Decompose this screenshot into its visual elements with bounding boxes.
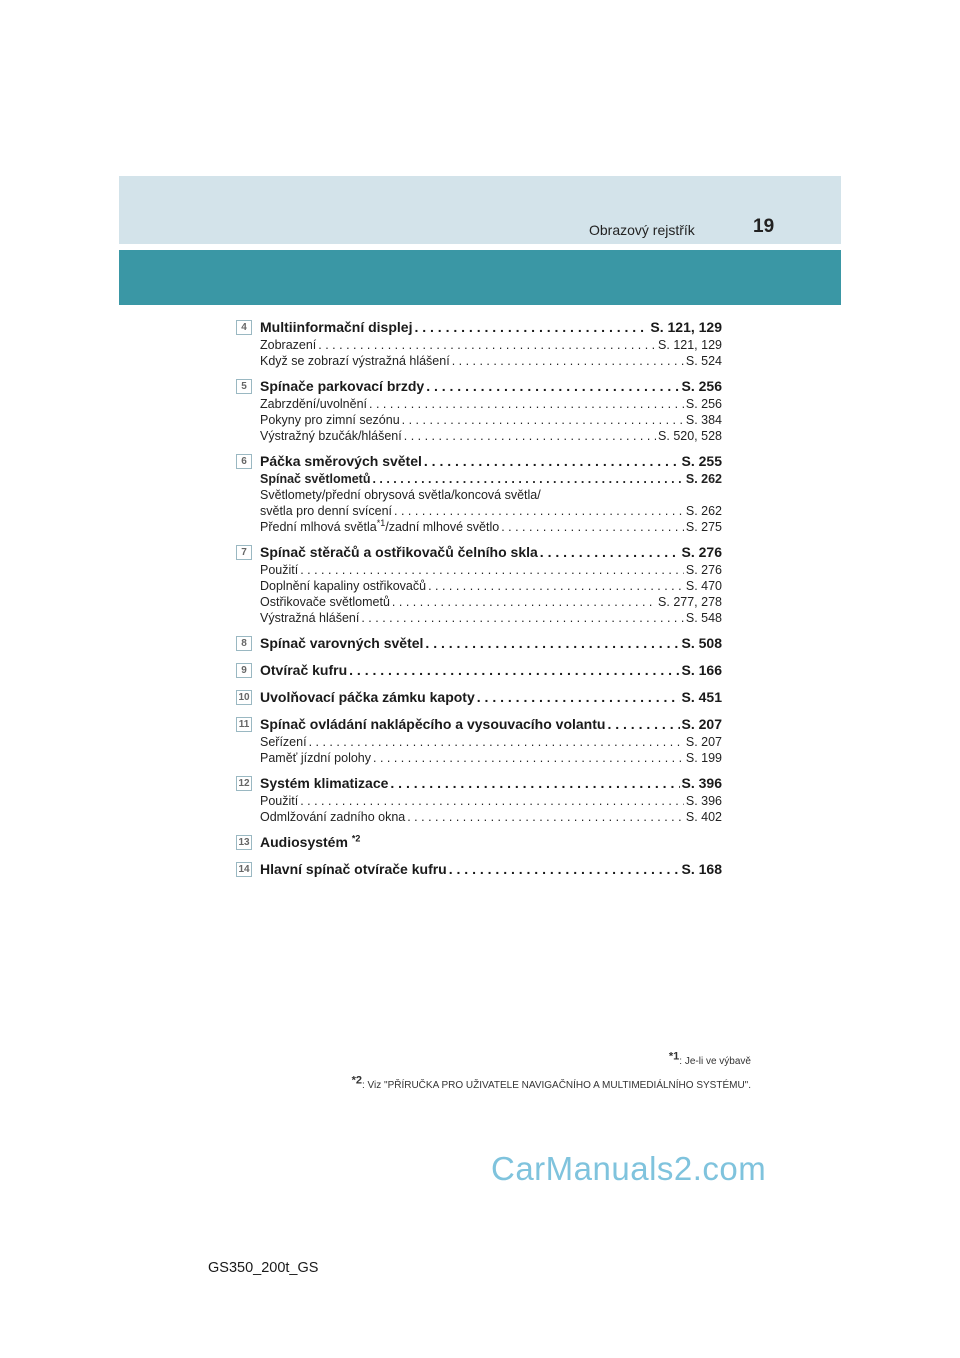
- sub-entry[interactable]: Doplnění kapaliny ostřikovačů: [260, 579, 427, 593]
- index-entry: [236, 715, 722, 766]
- entry-page-ref[interactable]: S. 451: [681, 689, 722, 705]
- sub-entry[interactable]: Seřízení: [260, 735, 307, 749]
- entry-title[interactable]: Uvolňovací páčka zámku kapoty: [260, 689, 475, 705]
- sub-entry[interactable]: světla pro denní svícení: [260, 504, 393, 518]
- entry-title[interactable]: Audiosystém: [260, 834, 348, 850]
- entry-title[interactable]: Spínač varovných světel: [260, 635, 424, 651]
- sub-entry[interactable]: Výstražná hlášení: [260, 611, 360, 625]
- entry-title[interactable]: Hlavní spínač otvírače kufru: [260, 861, 447, 877]
- entry-page-ref[interactable]: S. 168: [681, 861, 722, 877]
- entry-number-badge: 6: [236, 454, 252, 469]
- entry-title[interactable]: Spínač ovládání naklápěcího a vysouvacího volantu: [260, 716, 606, 732]
- entry-page-ref[interactable]: S. 508: [681, 635, 722, 651]
- header-band-light: [119, 176, 841, 244]
- entry-title[interactable]: Otvírač kufru: [260, 662, 348, 678]
- entry-number-badge: 4: [236, 320, 252, 335]
- sub-page-ref[interactable]: S. 548: [685, 611, 722, 625]
- index-entry: [236, 318, 722, 369]
- sub-entry[interactable]: Použití: [260, 563, 299, 577]
- sub-entry-wrap-line: Světlomety/přední obrysová světla/koncová světla/: [260, 488, 541, 502]
- entry-number-badge: 14: [236, 862, 252, 877]
- index-entry: [236, 634, 722, 653]
- entry-title[interactable]: Systém klimatizace: [260, 775, 389, 791]
- sub-page-ref[interactable]: S. 520, 528: [658, 429, 722, 443]
- entry-number-badge: 7: [236, 545, 252, 560]
- entry-page-ref[interactable]: S. 166: [681, 662, 722, 678]
- index-entry: [236, 688, 722, 707]
- sub-entry[interactable]: Když se zobrazí výstražná hlášení: [260, 354, 450, 368]
- sub-entry[interactable]: Paměť jízdní polohy: [260, 751, 371, 765]
- entry-number-badge: 5: [236, 379, 252, 394]
- entry-title[interactable]: Spínače parkovací brzdy: [260, 378, 425, 394]
- index-entry: [236, 377, 722, 444]
- sub-page-ref[interactable]: S. 470: [685, 579, 722, 593]
- index-entry: [236, 860, 722, 879]
- index-entry: [236, 543, 722, 626]
- footnote-marker: *1: [376, 517, 386, 528]
- sub-page-ref[interactable]: S. 262: [685, 504, 722, 518]
- index-entry: [236, 774, 722, 825]
- entry-number-badge: 10: [236, 690, 252, 705]
- sub-entry[interactable]: Odmlžování zadního okna: [260, 810, 406, 824]
- entry-page-ref[interactable]: S. 276: [681, 544, 722, 560]
- entry-page-ref[interactable]: S. 396: [681, 775, 722, 791]
- sub-page-ref[interactable]: S. 199: [685, 751, 722, 765]
- sub-entry[interactable]: Výstražný bzučák/hlášení: [260, 429, 402, 443]
- entry-page-ref[interactable]: S. 207: [681, 716, 722, 732]
- sub-entry[interactable]: Pokyny pro zimní sezónu: [260, 413, 400, 427]
- sub-page-ref[interactable]: S. 384: [685, 413, 722, 427]
- entry-number-badge: 11: [236, 717, 252, 732]
- sub-page-ref[interactable]: S. 276: [685, 563, 722, 577]
- sub-page-ref[interactable]: S. 275: [685, 520, 722, 534]
- sub-page-ref[interactable]: S. 121, 129: [658, 338, 722, 352]
- index-entry: [236, 452, 722, 535]
- entry-number-badge: 9: [236, 663, 252, 678]
- sub-page-ref[interactable]: S. 402: [685, 810, 722, 824]
- section-title: Obrazový rejstřík: [589, 222, 695, 238]
- index-list: [236, 318, 722, 887]
- entry-page-ref[interactable]: S. 256: [681, 378, 722, 394]
- sub-page-ref[interactable]: S. 207: [685, 735, 722, 749]
- sub-page-ref[interactable]: S. 396: [685, 794, 722, 808]
- sub-entry[interactable]: Zobrazení: [260, 338, 317, 352]
- sub-entry[interactable]: Použití: [260, 794, 299, 808]
- footnote-2: $^{*2}$: Viz "PŘÍRUČKA PRO UŽIVATELE NAVIGAČNÍHO A MULTIMEDIÁLNÍHO SYSTÉMU".: [351, 1074, 751, 1091]
- footnote-marker: *2: [351, 833, 361, 844]
- header-band-dark: [119, 250, 841, 305]
- entry-title[interactable]: Multiinformační displej: [260, 319, 413, 335]
- entry-page-ref[interactable]: S. 255: [681, 453, 722, 469]
- entry-number-badge: 12: [236, 776, 252, 791]
- footnote-1: $^{*1}$: Je-li ve výbavě: [668, 1050, 751, 1067]
- model-code: GS350_200t_GS: [208, 1260, 319, 1276]
- watermark: CarManuals2.com: [491, 1150, 767, 1187]
- index-entry: [236, 661, 722, 680]
- sub-page-ref[interactable]: S. 256: [685, 397, 722, 411]
- index-entry: [236, 833, 722, 852]
- entry-title[interactable]: Spínač stěračů a ostřikovačů čelního skla: [260, 544, 538, 560]
- sub-entry-heading[interactable]: Spínač světlometů: [260, 472, 371, 486]
- sub-page-ref[interactable]: S. 262: [685, 472, 722, 486]
- sub-page-ref[interactable]: S. 277, 278: [658, 595, 722, 609]
- sub-page-ref[interactable]: S. 524: [685, 354, 722, 368]
- sub-entry[interactable]: Ostřikovače světlometů: [260, 595, 390, 609]
- entry-page-ref[interactable]: S. 121, 129: [650, 319, 722, 335]
- sub-entry[interactable]: Přední mlhová světla$^{*1}$/zadní mlhové světlo: [260, 517, 500, 534]
- entry-title[interactable]: Páčka směrových světel: [260, 453, 422, 469]
- sub-entry[interactable]: Zabrzdění/uvolnění: [260, 397, 368, 411]
- entry-number-badge: 13: [236, 835, 252, 850]
- page-number: 19: [753, 216, 775, 237]
- entry-number-badge: 8: [236, 636, 252, 651]
